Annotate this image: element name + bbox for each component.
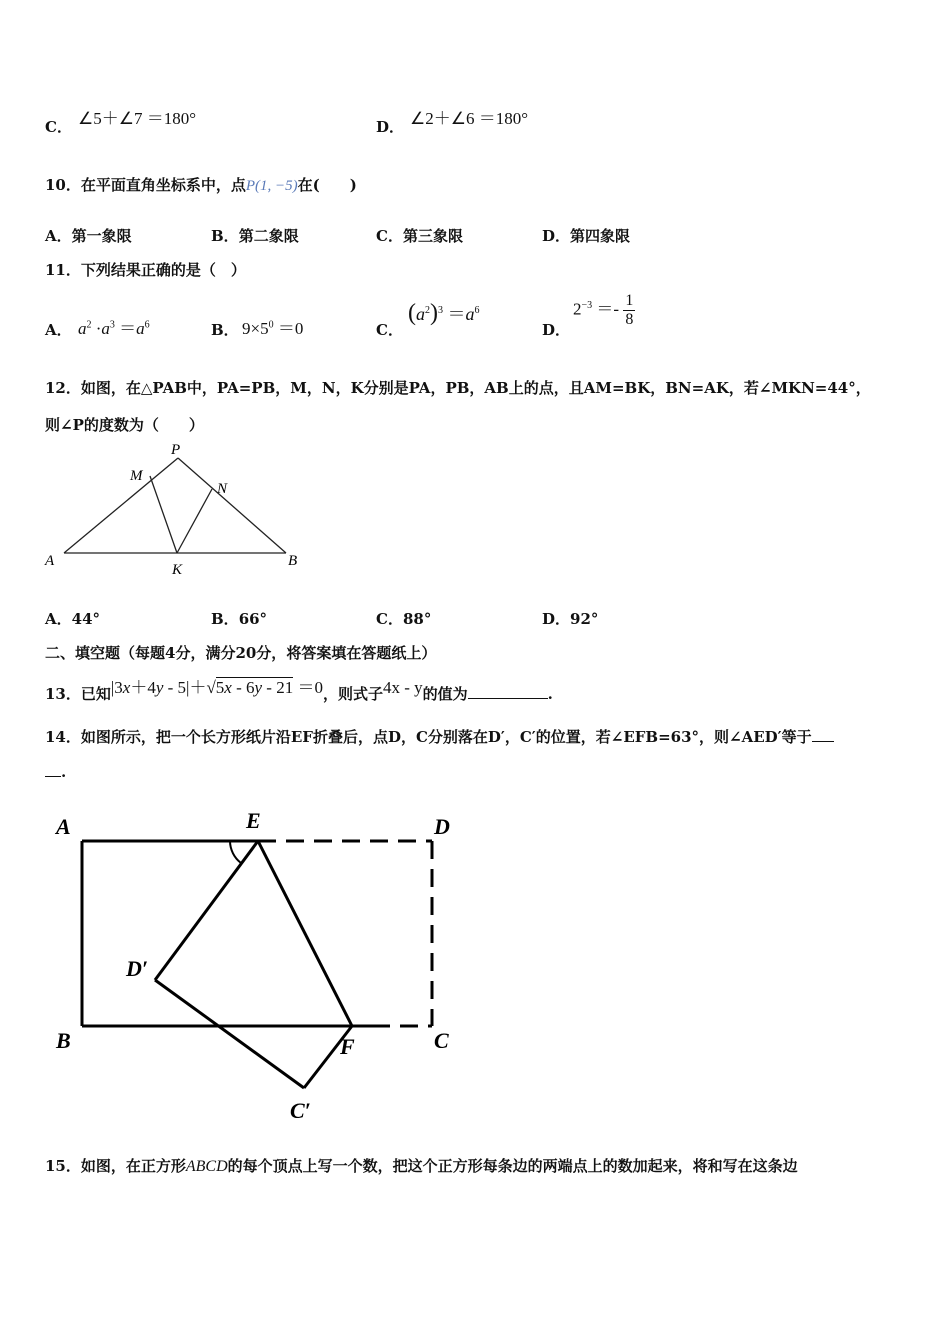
q13-answer-blank[interactable] bbox=[468, 685, 548, 699]
q11-option-a-expr: $a^2 \cdot a^3 =a^6$ bbox=[78, 319, 150, 338]
q13-expr: 4x - y bbox=[382, 678, 423, 697]
label-f: F bbox=[340, 1034, 355, 1059]
q12-option-d: D．92° bbox=[542, 610, 599, 628]
q13-prefix: 13．已知 bbox=[45, 685, 111, 703]
q12-option-a: A．44° bbox=[45, 610, 101, 628]
q10-stem-suffix: 在( ) bbox=[297, 176, 357, 194]
q10-option-a: A．第一象限 bbox=[45, 227, 132, 245]
q13-middle: ，则式子 bbox=[322, 685, 383, 703]
label-k: K bbox=[172, 562, 183, 578]
section2-title: 二、填空题（每题4分，满分20分，将答案填在答题纸上） bbox=[45, 644, 437, 662]
line-pb bbox=[178, 458, 286, 553]
edge-ef bbox=[258, 841, 352, 1026]
q12-triangle-figure bbox=[42, 440, 304, 580]
q12-option-b: B．66° bbox=[211, 610, 268, 628]
line-nk bbox=[177, 489, 212, 553]
edge-ed-prime bbox=[155, 841, 258, 980]
q11-option-b-expr: $9\times 5^0 =0$ bbox=[242, 319, 304, 338]
q9-option-d-label: D． bbox=[376, 118, 405, 136]
label-b: B bbox=[56, 1028, 71, 1053]
q15-stem: 15．如图，在正方形ABCD的每个顶点上写一个数，把这个正方形每条边的两端点上的数加起来，将和写在这条边 bbox=[45, 1157, 798, 1175]
q11-option-a-label: A． bbox=[45, 321, 72, 339]
q11-option-c-expr: $(a^2)^3 =a^6$ bbox=[408, 300, 480, 326]
q14-stem-line1: 14．如图所示，把一个长方形纸片沿EF折叠后，点D，C分别落在D′，C′的位置，若∠EFB=63°，则∠AED′等于 bbox=[45, 726, 834, 747]
edge-dprime-cprime bbox=[155, 980, 304, 1088]
q13-line bbox=[45, 679, 553, 704]
q14-stem-line2: . bbox=[45, 763, 66, 781]
label-d-prime: D′ bbox=[126, 956, 149, 981]
q10-stem-prefix: 10．在平面直角坐标系中，点 bbox=[45, 176, 246, 194]
q11-stem: 11．下列结果正确的是（ ） bbox=[45, 261, 246, 279]
angle-arc-aed bbox=[230, 841, 241, 863]
q10-option-b: B．第二象限 bbox=[211, 227, 299, 245]
label-m: M bbox=[130, 468, 143, 484]
line-mk bbox=[150, 476, 177, 553]
q14-fold-figure bbox=[40, 800, 480, 1130]
label-c: C bbox=[434, 1028, 449, 1053]
q12-stem-line1: 12．如图，在△PAB中，PA=PB，M，N，K分别是PA，PB，AB上的点，且AM=BK，BN=AK，若∠MKN=44°， bbox=[45, 379, 871, 397]
q14-answer-blank-part1[interactable] bbox=[812, 728, 834, 742]
q9-option-d-expr: ∠2＋∠6 ＝180° bbox=[410, 109, 529, 128]
q12-stem-line2: 则∠P的度数为（ ） bbox=[45, 416, 204, 434]
q11-option-d-label: D． bbox=[542, 321, 571, 339]
q9-option-c-label: C． bbox=[45, 118, 72, 136]
label-e: E bbox=[246, 808, 261, 833]
q15-square-name: ABCD bbox=[185, 1158, 228, 1175]
label-a: A bbox=[45, 553, 55, 569]
q10-stem bbox=[45, 174, 357, 195]
q12-option-c: C．88° bbox=[376, 610, 432, 628]
q11-option-d-expr: $2^{-3}$ ＝- $\frac{1}{8}$ bbox=[573, 292, 634, 328]
q11-option-c-label: C． bbox=[376, 321, 403, 339]
q10-option-d: D．第四象限 bbox=[542, 227, 631, 245]
label-p: P bbox=[171, 442, 181, 458]
label-d: D bbox=[434, 814, 450, 839]
q13-equation: |3x＋4y - 5|＋√5x - 6y - 21 ＝0 bbox=[110, 678, 323, 697]
label-n: N bbox=[217, 481, 228, 497]
q10-option-c: C．第三象限 bbox=[376, 227, 463, 245]
q13-end: . bbox=[547, 685, 553, 703]
q11-d-fraction: $\frac{1}{8}$ bbox=[625, 292, 634, 328]
q11-option-b-label: B． bbox=[211, 321, 239, 339]
label-a: A bbox=[56, 814, 71, 839]
label-b: B bbox=[288, 553, 298, 569]
q10-point: P(1, −5) bbox=[245, 178, 298, 194]
label-c-prime: C′ bbox=[290, 1098, 311, 1123]
q14-answer-blank-part2[interactable] bbox=[45, 763, 61, 777]
q9-option-c-expr: ∠5＋∠7 ＝180° bbox=[78, 109, 197, 128]
q13-suffix: 的值为 bbox=[422, 685, 468, 703]
